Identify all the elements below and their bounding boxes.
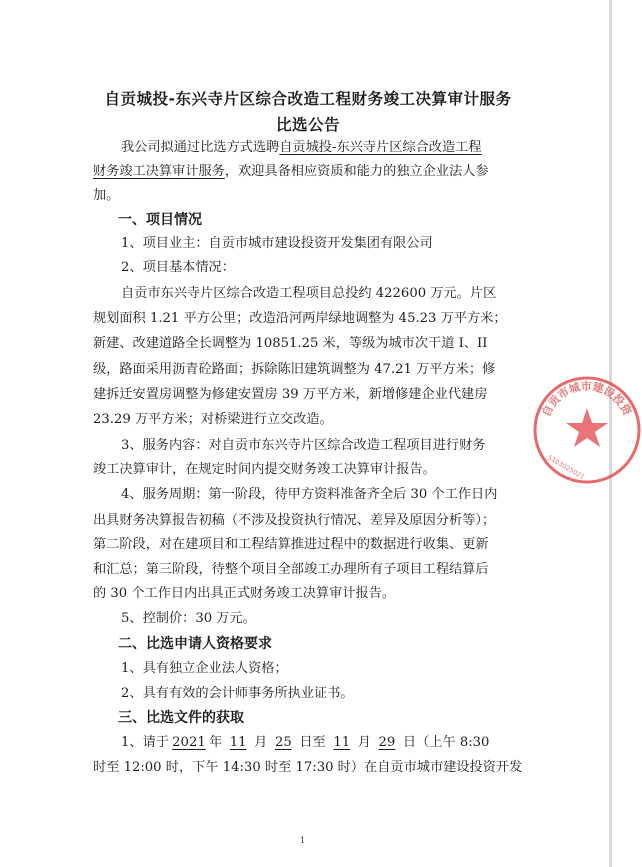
day-unit: 日 bbox=[402, 735, 417, 750]
intro-text-cont: ，欢迎具备相应资质和能力的独立企业法人参 bbox=[224, 164, 489, 179]
service-line: 竣工决算审计，在规定时间内提交财务竣工决算审计报告。 bbox=[93, 462, 436, 477]
intro-line-3: 加。 bbox=[93, 188, 120, 203]
basic-info-line: 新建、改建道路全长调整为 10851.25 米，等级为城市次干道 I、II bbox=[93, 336, 488, 351]
period-line: 的 30 个工作日内出具正式财务竣工决算审计报告。 bbox=[93, 586, 396, 601]
acquisition-text: 1、请于 bbox=[121, 735, 169, 750]
document-title-line2: 比选公告 bbox=[275, 116, 340, 134]
basic-info-line: 自贡市东兴寺片区综合改造工程项目总投约 422600 万元。片区 bbox=[121, 286, 497, 301]
month-unit: 月 bbox=[254, 735, 268, 750]
period-line: 和汇总；第三阶段，待整个项目全部竣工办理所有子项目工程结算后 bbox=[93, 562, 489, 577]
section-heading: 三、比选文件的获取 bbox=[118, 710, 244, 726]
intro-project-name-cont: 财务竣工决算审计服务 bbox=[93, 164, 225, 179]
basic-info-line: 23.29 万平方米；对桥梁进行立交改造。 bbox=[93, 412, 333, 427]
page-number: 1 bbox=[300, 836, 306, 845]
seal-code: 5103025021 bbox=[546, 453, 586, 482]
qualification-item: 2、具有有效的会计师事务所执业证书。 bbox=[121, 686, 354, 701]
service-line: 3、服务内容：对自贡市东兴寺片区综合改造工程项目进行财务 bbox=[121, 438, 486, 453]
official-seal-icon bbox=[532, 375, 642, 485]
intro-text: 我公司拟通过比选方式选聘 bbox=[121, 140, 280, 155]
period-line: 第二阶段，对在建项目和工程结算推进过程中的数据进行收集、更新 bbox=[93, 537, 489, 552]
year-unit: 年 bbox=[208, 735, 223, 750]
seal-star-icon bbox=[566, 408, 608, 447]
acquisition-line-2: 时至 12:00 时，下午 14:30 时至 17:30 时）在自贡市城市建设投资开发 bbox=[93, 760, 523, 775]
price-line: 5、控制价：30 万元。 bbox=[121, 611, 256, 626]
intro-project-name: 自贡城投-东兴寺片区综合改造工程 bbox=[279, 140, 482, 155]
period-line: 出具财务决算报告初稿（不涉及投资执行情况、差异及原因分析等）； bbox=[93, 513, 496, 528]
basic-info-line: 规划面积 1.21 平方公里；改造沿河两岸绿地调整为 45.23 万平方米； bbox=[93, 311, 507, 326]
document-title-line1: 自贡城投-东兴寺片区综合改造工程财务竣工决算审计服务 bbox=[104, 90, 512, 108]
basic-info-line: 级，路面采用沥青砼路面；拆除陈旧建筑调整为 47.21 万平方米；修 bbox=[93, 362, 496, 377]
acquisition-time: （上午 8:30 bbox=[416, 735, 490, 750]
intro-line-1 bbox=[121, 138, 541, 158]
date-month-start: 11 bbox=[229, 735, 247, 750]
date-year: 2021 bbox=[172, 735, 206, 750]
period-line: 4、服务周期：第一阶段，待甲方资料准备齐全后 30 个工作日内 bbox=[121, 487, 498, 502]
day-unit-to: 日至 bbox=[299, 735, 326, 750]
owner-line: 1、项目业主：自贡市城市建设投资开发集团有限公司 bbox=[121, 236, 433, 251]
intro-line-2 bbox=[93, 162, 533, 182]
date-day-end: 29 bbox=[378, 735, 396, 750]
section-heading: 一、项目情况 bbox=[118, 212, 202, 228]
month-unit: 月 bbox=[357, 735, 371, 750]
section-heading: 二、比选申请人资格要求 bbox=[118, 636, 272, 652]
basic-info-line: 建拆迁安置房调整为修建安置房 39 万平方米，新增修建企业代建房 bbox=[93, 387, 488, 402]
date-month-end: 11 bbox=[333, 735, 351, 750]
date-day-start: 25 bbox=[274, 735, 292, 750]
seal-text: 自贡市城市建设投资 bbox=[539, 379, 634, 419]
basic-info-heading: 2、项目基本情况： bbox=[121, 260, 235, 275]
acquisition-line-1 bbox=[121, 733, 541, 753]
qualification-item: 1、具有独立企业法人资格； bbox=[121, 661, 288, 676]
